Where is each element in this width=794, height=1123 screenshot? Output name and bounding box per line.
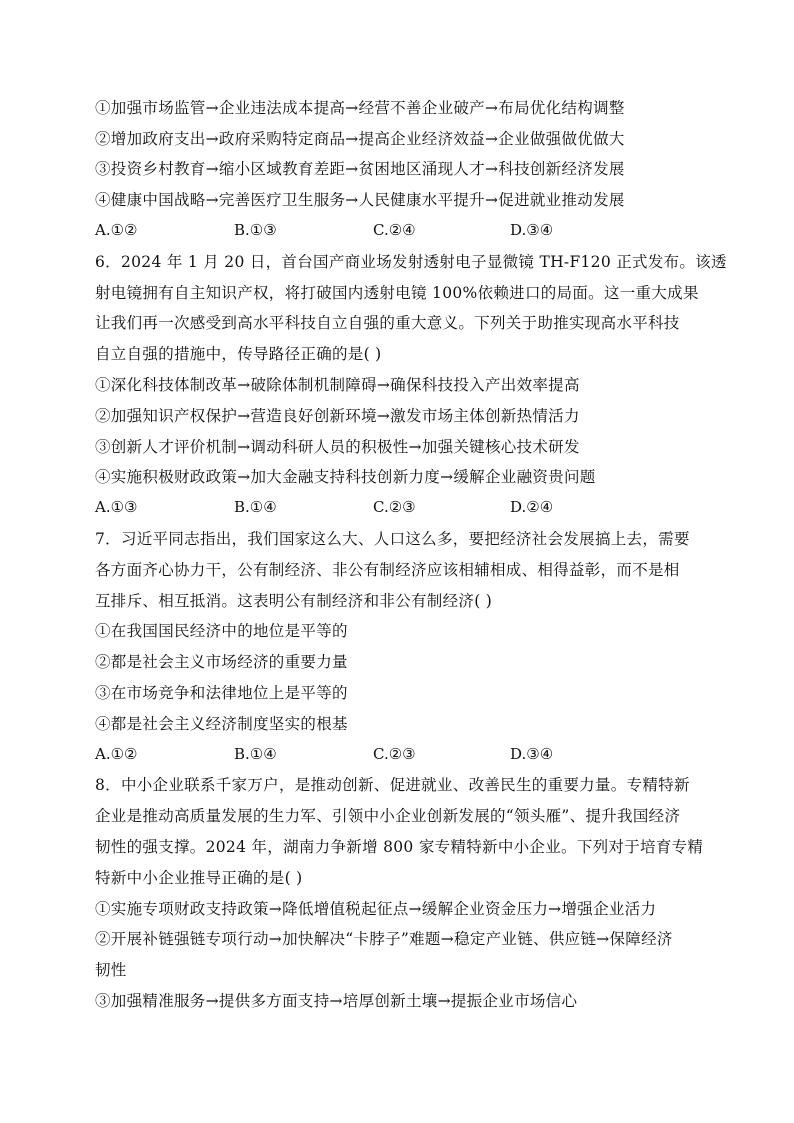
q6-option-d[interactable]: D.②④ (510, 498, 554, 516)
q8-item-2: ②开展补链强链专项行动→加快解决“卡脖子”难题→稳定产业链、供应链→保障经济 (95, 930, 673, 948)
q5-item-4: ④健康中国战略→完善医疗卫生服务→人民健康水平提升→促进就业推动发展 (95, 191, 625, 209)
q7-item-3: ③在市场竞争和法律地位上是平等的 (95, 684, 348, 702)
q7-option-b[interactable]: B.①④ (234, 745, 277, 763)
q7-item-1: ①在我国国民经济中的地位是平等的 (95, 622, 348, 640)
q7-option-c[interactable]: C.②③ (373, 745, 416, 763)
q8-stem-line-1: 8．中小企业联系千家万户，是推动创新、促进就业、改善民生的重要力量。专精特新 (95, 776, 690, 794)
q6-stem-line-2: 射电镜拥有自主知识产权，将打破国内透射电镜 100%依赖进口的局面。这一重大成果 (95, 284, 699, 302)
q8-stem-line-4: 特新中小企业推导正确的是( ) (95, 869, 303, 887)
q7-item-4: ④都是社会主义经济制度坚实的根基 (95, 715, 348, 733)
q8-stem-line-3: 韧性的强支撑。2024 年，湖南力争新增 800 家专精特新中小企业。下列对于培育专精 (95, 838, 704, 856)
q6-stem-line-4: 自立自强的措施中，传导路径正确的是( ) (95, 345, 382, 363)
q7-option-d[interactable]: D.③④ (510, 745, 554, 763)
q8-item-2-cont: 韧性 (95, 961, 127, 979)
q6-option-a[interactable]: A.①③ (95, 498, 138, 516)
q5-option-b[interactable]: B.①③ (234, 221, 277, 239)
q7-options (95, 745, 715, 765)
q5-option-c[interactable]: C.②④ (373, 221, 416, 239)
q5-item-3: ③投资乡村教育→缩小区域教育差距→贫困地区涌现人才→科技创新经济发展 (95, 160, 625, 178)
q5-item-2: ②增加政府支出→政府采购特定商品→提高企业经济效益→企业做强做优做大 (95, 130, 625, 148)
q5-option-d[interactable]: D.③④ (510, 221, 554, 239)
q6-item-1: ①深化科技体制改革→破除体制机制障碍→确保科技投入产出效率提高 (95, 376, 580, 394)
q6-item-3: ③创新人才评价机制→调动科研人员的积极性→加强关键核心技术研发 (95, 438, 580, 456)
q7-option-a[interactable]: A.①② (95, 745, 138, 763)
q8-item-1: ①实施专项财政支持政策→降低增值税起征点→缓解企业资金压力→增强企业活力 (95, 900, 657, 918)
q6-options (95, 498, 715, 518)
q7-stem-line-1: 7．习近平同志指出，我们国家这么大、人口这么多，要把经济社会发展搞上去，需要 (95, 530, 690, 548)
q6-stem-line-1: 6．2024 年 1 月 20 日，首台国产商业场发射透射电子显微镜 TH-F120 正式发布。该透 (95, 253, 727, 271)
q5-options (95, 221, 715, 241)
q8-stem-line-2: 企业是推动高质量发展的生力军、引领中小企业创新发展的“领头雁”、提升我国经济 (95, 807, 681, 825)
q8-item-3: ③加强精准服务→提供多方面支持→培厚创新土壤→提振企业市场信心 (95, 992, 578, 1010)
q7-item-2: ②都是社会主义市场经济的重要力量 (95, 653, 348, 671)
q5-option-a[interactable]: A.①② (95, 221, 138, 239)
q6-option-c[interactable]: C.②③ (373, 498, 416, 516)
q5-item-1: ①加强市场监管→企业违法成本提高→经营不善企业破产→布局优化结构调整 (95, 99, 625, 117)
q6-option-b[interactable]: B.①④ (234, 498, 277, 516)
q7-stem-line-2: 各方面齐心协力干，公有制经济、非公有制经济应该相辅相成、相得益彰，而不是相 (95, 561, 680, 579)
q6-item-4: ④实施积极财政政策→加大金融支持科技创新力度→缓解企业融资贵问题 (95, 468, 596, 486)
q6-stem-line-3: 让我们再一次感受到高水平科技自立自强的重大意义。下列关于助推实现高水平科技 (95, 314, 680, 332)
q6-item-2: ②加强知识产权保护→营造良好创新环境→激发市场主体创新热情活力 (95, 407, 580, 425)
q7-stem-line-3: 互排斥、相互抵消。这表明公有制经济和非公有制经济( ) (95, 592, 493, 610)
